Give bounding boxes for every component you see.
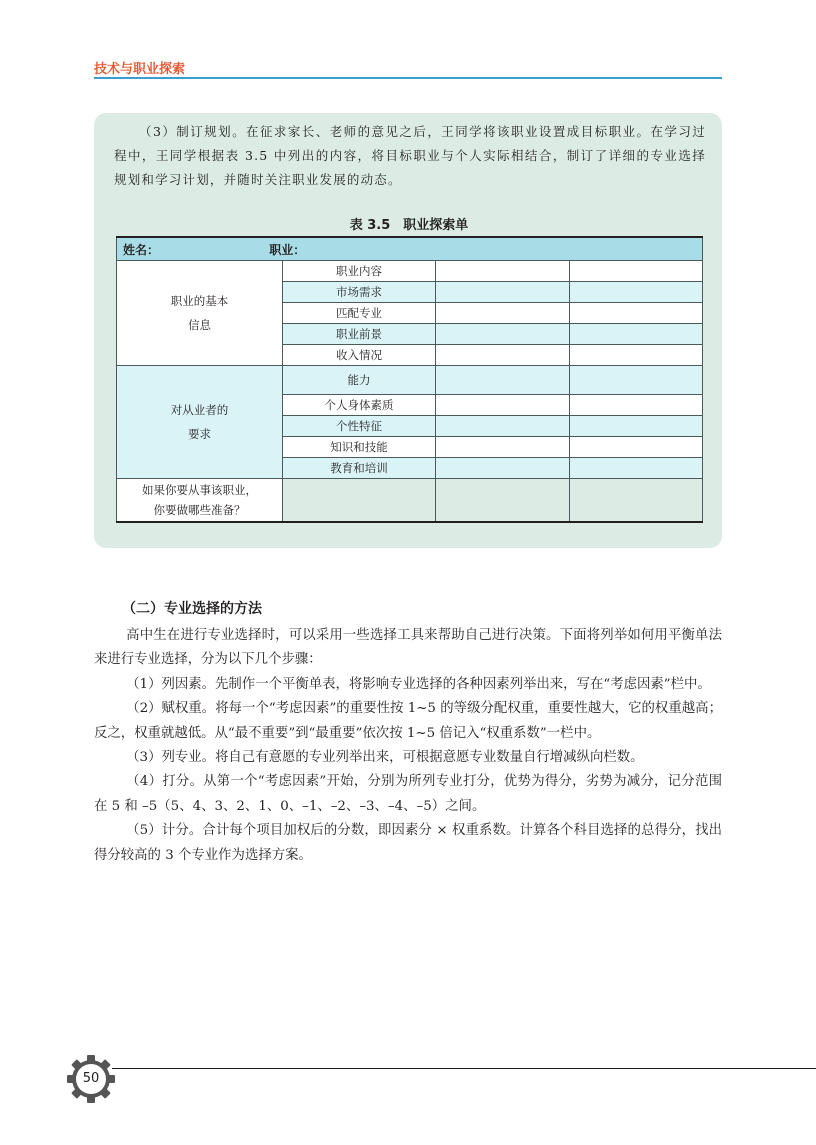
item-label: 职业前景 bbox=[283, 324, 436, 345]
item-label: 能力 bbox=[283, 366, 436, 395]
input-cell bbox=[436, 479, 570, 523]
item-label: 收入情况 bbox=[283, 345, 436, 366]
group-basic-info bbox=[117, 261, 283, 366]
input-cell bbox=[283, 479, 436, 523]
page-number: 50 bbox=[82, 1071, 100, 1086]
preparation-question bbox=[117, 479, 283, 523]
input-cell bbox=[436, 345, 570, 366]
item-label: 市场需求 bbox=[283, 282, 436, 303]
table-header-row bbox=[117, 237, 703, 261]
case-text: （3）制订规划。在征求家长、老师的意见之后，王同学将该职业设置成目标职业。在学习过程中，王同学根据表 3.5 中列出的内容，将目标职业与个人实际相结合，制订了详细的专业选择规划和学习计划，并随时关注职业发展的动态。 bbox=[114, 124, 706, 187]
item-label: 职业内容 bbox=[283, 261, 436, 282]
item-label: 个人身体素质 bbox=[283, 395, 436, 416]
table-row bbox=[117, 366, 703, 395]
paragraph: 高中生在进行专业选择时，可以采用一些选择工具来帮助自己进行决策。下面将列举如何用平衡单法来进行专业选择，分为以下几个步骤： bbox=[94, 628, 722, 668]
preparation-question-line2: 你要做哪些准备？ bbox=[153, 503, 246, 517]
input-cell bbox=[436, 416, 570, 437]
item-label: 教育和培训 bbox=[283, 458, 436, 479]
input-cell bbox=[570, 261, 703, 282]
paragraph: （5）计分。合计每个项目加权后的分数，即因素分 × 权重系数。计算各个科目选择的总得分，找出得分较高的 3 个专业作为选择方案。 bbox=[94, 823, 722, 863]
group-basic-info-line1: 职业的基本 bbox=[170, 294, 229, 308]
preparation-question-line1: 如果你要从事该职业， bbox=[142, 483, 257, 497]
item-label: 知识和技能 bbox=[283, 437, 436, 458]
paragraph: （1）列因素。先制作一个平衡单表，将影响专业选择的各种因素列举出来，写在“考虑因素”栏中。 bbox=[126, 676, 711, 692]
table-header-cell bbox=[117, 237, 703, 261]
table-row bbox=[117, 479, 703, 523]
input-cell bbox=[570, 395, 703, 416]
item-label: 个性特征 bbox=[283, 416, 436, 437]
input-cell bbox=[570, 458, 703, 479]
input-cell bbox=[570, 345, 703, 366]
section-body bbox=[94, 624, 722, 868]
input-cell bbox=[570, 303, 703, 324]
input-cell bbox=[570, 416, 703, 437]
input-cell bbox=[436, 395, 570, 416]
input-cell bbox=[570, 437, 703, 458]
input-cell bbox=[436, 437, 570, 458]
job-label: 职业： bbox=[269, 242, 306, 257]
footer-rule bbox=[112, 1068, 816, 1069]
input-cell bbox=[570, 479, 703, 523]
input-cell bbox=[436, 366, 570, 395]
input-cell bbox=[570, 324, 703, 345]
input-cell bbox=[436, 261, 570, 282]
item-label: 匹配专业 bbox=[283, 303, 436, 324]
paragraph: （2）赋权重。将每一个“考虑因素”的重要性按 1~5 的等级分配权重，重要性越大，它的权重越高；反之，权重就越低。从“最不重要”到“最重要”依次按 1~5 倍记入“权重系数”一栏中。 bbox=[94, 701, 722, 741]
group-requirements-line2: 要求 bbox=[188, 427, 211, 441]
table-caption: 表 3.5 职业探索单 bbox=[349, 218, 469, 233]
group-requirements bbox=[117, 366, 283, 479]
paragraph: （4）打分。从第一个“考虑因素”开始，分别为所列专业打分，优势为得分，劣势为减分，记分范围在 5 和 –5（5、4、3、2、1、0、–1、–2、–3、–4、–5）之间。 bbox=[94, 774, 722, 814]
input-cell bbox=[436, 458, 570, 479]
header-rule bbox=[94, 77, 722, 79]
input-cell bbox=[436, 282, 570, 303]
section-title: （二）专业选择的方法 bbox=[122, 601, 262, 617]
career-exploration-table bbox=[116, 236, 703, 523]
group-basic-info-line2: 信息 bbox=[188, 318, 211, 332]
input-cell bbox=[570, 366, 703, 395]
paragraph: （3）列专业。将自己有意愿的专业列举出来，可根据意愿专业数量自行增减纵向栏数。 bbox=[126, 750, 644, 766]
name-label: 姓名： bbox=[123, 242, 160, 257]
group-requirements-line1: 对从业者的 bbox=[170, 403, 229, 417]
table-row bbox=[117, 261, 703, 282]
header-title: 技术与职业探索 bbox=[94, 62, 186, 77]
input-cell bbox=[570, 282, 703, 303]
input-cell bbox=[436, 303, 570, 324]
input-cell bbox=[436, 324, 570, 345]
case-paragraph bbox=[114, 120, 706, 192]
